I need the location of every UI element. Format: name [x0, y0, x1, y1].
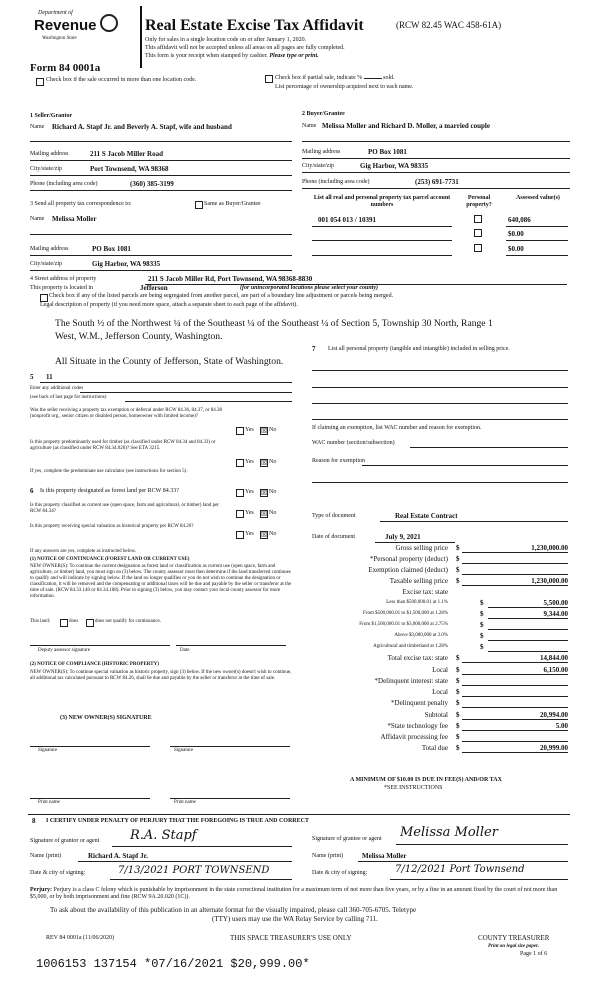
seller-section-label: 1 Seller/Grantor	[30, 113, 73, 119]
buyer-section-label: 2 Buyer/Grantee	[302, 111, 345, 117]
segregated-checkbox[interactable]	[40, 294, 48, 302]
personal-property-checkbox[interactable]	[474, 215, 482, 223]
same-as-buyer-checkbox[interactable]	[195, 201, 203, 209]
tc-city[interactable]: Gig Harbor, WA 98335	[92, 260, 161, 268]
tax-line-label: Exemption claimed (deduct)	[368, 566, 448, 574]
s6-question3: Is this property receiving special valuation as historical property per RCW 84.26?	[30, 524, 194, 529]
parcel-col-header: List all real and personal property tax parcel account numbers	[313, 195, 451, 208]
s6-q2-no-checkbox[interactable]: ☒	[261, 510, 268, 518]
tax-line-underline	[462, 696, 568, 697]
tax-line-label: *State technology fee	[387, 722, 448, 730]
tc-mailing[interactable]: PO Box 1081	[92, 245, 131, 253]
divider	[312, 240, 452, 241]
legal-description-line2[interactable]: West, W.M., Jefferson County, Washington.	[55, 331, 223, 342]
buyer-name[interactable]: Melissa Moller and Richard D. Moller, a married couple	[322, 122, 490, 130]
tax-line-currency: $	[456, 544, 460, 552]
seller-phone[interactable]: (360) 385-3199	[130, 180, 174, 188]
legal-description-line1[interactable]: The South ½ of the Northwest ¼ of the Southeast ¼ of the Southeast ¼ of Section 5, Township 30 North, Range 1	[55, 318, 493, 329]
divider	[312, 387, 568, 388]
form-number: Form 84 0001a	[30, 62, 101, 74]
seller-name[interactable]: Richard A. Stapf Jr. and Beverly A. Stapf, wife and husband	[52, 123, 232, 131]
assessed-value[interactable]: $0.00	[508, 230, 524, 238]
tax-line-value[interactable]: 1,230,000.00	[531, 577, 568, 585]
tax-line-underline	[462, 741, 568, 742]
page-number: Page 1 of 6	[520, 951, 548, 957]
divider	[30, 160, 292, 161]
divider	[302, 158, 570, 159]
header-note1: Only for sales in a single location code on or after January 1, 2020.	[145, 37, 307, 43]
personal-property-checkbox[interactable]	[474, 229, 482, 237]
divider	[125, 401, 292, 402]
tax-line-underline	[462, 574, 568, 575]
divider	[506, 240, 568, 241]
partial-sale-suffix: sold.	[383, 75, 395, 81]
s6-question2: Is this property classified as current use (open space, farm and agricultural, or timber) land per RCW 84.34?	[30, 503, 219, 514]
divider	[312, 482, 568, 483]
deputy-signature-line[interactable]	[30, 645, 170, 646]
s5-q2-no-checkbox[interactable]: ☒	[261, 459, 268, 467]
tax-line-underline	[462, 719, 568, 720]
divider	[358, 861, 568, 862]
legal-description-label: Legal description of property (if you need more space, attach a separate sheet to each page of the affidavit).	[40, 302, 298, 308]
s6-q2-yes-checkbox[interactable]	[236, 510, 244, 518]
legal-paper-note: Print on legal size paper.	[488, 944, 539, 949]
buyer-mailing[interactable]: PO Box 1081	[368, 148, 407, 156]
yes-label: Yes	[245, 459, 254, 465]
tax-line-underline	[462, 674, 568, 675]
new-owner-signature-heading: (3) NEW OWNER(S) SIGNATURE	[60, 715, 152, 721]
see-instructions: *SEE INSTRUCTIONS	[384, 785, 443, 791]
divider	[30, 255, 292, 256]
header-divider	[140, 6, 142, 68]
tax-line-underline	[488, 618, 568, 619]
yes-label: Yes	[245, 427, 254, 433]
tax-line-currency: $	[480, 610, 484, 618]
tax-line-currency: $	[456, 577, 460, 585]
partial-sale-percent-field[interactable]	[364, 78, 382, 79]
no-label: No	[269, 531, 277, 537]
grantor-signature-label: Signature of grantor or agent	[30, 838, 100, 844]
tax-line-currency: $	[456, 677, 460, 685]
divider	[312, 255, 452, 256]
tax-line-currency: $	[456, 654, 460, 662]
parcel-number[interactable]: 001 054 013 / 10391	[318, 216, 376, 224]
buyer-mailing-label: Mailing address	[302, 149, 341, 155]
tax-line-label: *Delinquent penalty	[391, 699, 448, 707]
tax-line-underline	[462, 752, 568, 753]
tax-line-currency: $	[480, 632, 484, 640]
new-owner-signature-line[interactable]	[170, 746, 290, 747]
multi-location-label: Check box if the sale occurred in more than one location code.	[46, 77, 197, 83]
divider	[506, 226, 568, 227]
tax-line-currency: $	[456, 666, 460, 674]
alternate-format-line2: (TTY) users may use the WA Relay Service by calling 711.	[212, 915, 378, 923]
grantor-print-name[interactable]: Richard A. Stapf Jr.	[88, 852, 148, 860]
divider	[40, 382, 292, 383]
no-label: No	[269, 510, 277, 516]
tax-line-label: Total excise tax: state	[387, 654, 448, 662]
treasurer-use-only: THIS SPACE TREASURER'S USE ONLY	[230, 934, 352, 942]
tax-line-value[interactable]: 5.00	[555, 722, 568, 730]
section8-number: 8	[32, 817, 36, 825]
document-date[interactable]: July 9, 2021	[385, 533, 421, 541]
tax-line-underline	[462, 585, 568, 586]
document-type[interactable]: Real Estate Contract	[395, 512, 458, 520]
s6-question1: Is this property designated as forest land per RCW 84.33?	[40, 488, 179, 494]
dept-logo-text: Revenue	[34, 17, 97, 34]
tax-line-underline	[462, 685, 568, 686]
tax-line-value[interactable]: 1,230,000.00	[531, 544, 568, 552]
tax-line-label: *Personal property (deduct)	[369, 555, 448, 563]
divider	[112, 846, 292, 847]
section5-code[interactable]: 11	[46, 373, 53, 381]
wac-exemption-label: If claiming an exemption, list WAC number and reason for exemption.	[312, 425, 482, 431]
logo-swoosh-icon	[100, 14, 118, 32]
buyer-phone[interactable]: (253) 691-7731	[415, 178, 459, 186]
print-name-line[interactable]	[170, 798, 290, 799]
section7-number: 7	[312, 345, 316, 353]
tax-line-label: *Delinquent interest: state	[374, 677, 448, 685]
tax-line-currency: $	[456, 711, 460, 719]
divider	[506, 255, 568, 256]
personal-property-list-label: List all personal property (tangible and intangible) included in selling price.	[328, 346, 510, 352]
divider	[110, 879, 292, 880]
tax-line-currency: $	[480, 621, 484, 629]
wac-number-label: WAC number (section/subsection)	[312, 440, 395, 446]
grantor-name-label: Name (print)	[30, 853, 62, 859]
tax-line-currency: $	[456, 555, 460, 563]
unincorporated-note: (for unincorporated locations please select your county)	[240, 285, 378, 291]
notice2-body: NEW OWNER(S): To continue special valuation as historic property, sign (3) below. If the new owner(s) doesn't wish to continue, all additional tax calculated pursuant to RCW 84.26, shall be due and payable by the seller or transferor at the time of sale.	[30, 670, 292, 681]
document-type-label: Type of document	[312, 513, 356, 519]
partial-sale-checkbox[interactable]	[265, 75, 273, 83]
seller-city[interactable]: Port Townsend, WA 98368	[90, 165, 169, 173]
segregated-label: Check box if any of the listed parcels are being segregated from another parcel, are part of a boundary line adjustment or parcels being merged.	[49, 293, 394, 299]
deputy-date-line[interactable]	[176, 645, 286, 646]
divider	[30, 141, 292, 142]
no-label: No	[269, 427, 277, 433]
divider	[78, 861, 292, 862]
yes-label: Yes	[245, 489, 254, 495]
does-not-checkbox[interactable]	[86, 619, 94, 627]
does-label: does	[69, 619, 79, 624]
header-note3-emphasis: Please type or print.	[269, 53, 319, 59]
divider	[30, 270, 292, 271]
legal-description-line3[interactable]: All Situate in the County of Jefferson, State of Washington.	[55, 356, 284, 367]
notice1-title: (1) NOTICE OF CONTINUANCE (FOREST LAND OR CURRENT USE)	[30, 557, 190, 562]
tax-line-underline	[488, 629, 568, 630]
tax-line-underline	[462, 662, 568, 663]
signature-label: Signature	[38, 748, 58, 753]
wac-number-field[interactable]	[410, 447, 568, 448]
s6-q1-yes-checkbox[interactable]	[236, 489, 244, 497]
divider	[30, 234, 292, 235]
minimum-note: A MINIMUM OF $10.00 IS DUE IN FEE(S) AND/OR TAX	[350, 777, 502, 783]
tc-name[interactable]: Melissa Moller	[52, 215, 97, 223]
divider	[312, 419, 568, 420]
seller-phone-label: Phone (including area code)	[30, 181, 98, 187]
tax-line-label: Agricultural and timberland at 1.28%	[373, 644, 448, 649]
s5-question2: Is this property predominantly used for timber (as classified under RCW 84.34 and 84.33) or agriculture (as classified under RCW 84.34.020)? See ETA 3215.	[30, 440, 216, 451]
divider	[302, 188, 570, 189]
buyer-name-label: Name	[302, 123, 317, 129]
tax-line-label: Affidavit processing fee	[380, 733, 448, 741]
no-label: No	[269, 459, 277, 465]
signature-label: Signature	[174, 748, 194, 753]
tax-line-underline	[462, 730, 568, 731]
s5-q1-yes-checkbox[interactable]	[236, 427, 244, 435]
partial-sale-label: Check box if partial sale, indicate %	[275, 75, 363, 81]
s5-q2-yes-checkbox[interactable]	[236, 459, 244, 467]
header-note3: This form is your receipt when stamped by cashier.	[145, 53, 268, 59]
divider	[312, 370, 568, 371]
dor-logo	[30, 10, 135, 54]
tax-line-currency: $	[480, 643, 484, 651]
section6-number: 6	[30, 487, 34, 495]
seller-city-label: City/state/zip	[30, 166, 62, 172]
divider	[302, 141, 570, 142]
ownership-note: List percentage of ownership acquired next to each name.	[275, 84, 414, 90]
tax-line-currency: $	[456, 733, 460, 741]
s5-question2-note: If yes, complete the predominate use calculator (see instructions for section 5).	[30, 469, 188, 474]
s6-answers-note: If any answers are yes, complete as instructed below.	[30, 549, 137, 554]
grantor-date-city[interactable]: 7/13/2021 PORT TOWNSEND	[118, 865, 270, 876]
tax-line-label: Above $3,000,000 at 3.0%	[394, 633, 448, 638]
tax-line-currency: $	[456, 722, 460, 730]
grantor-signature[interactable]: R.A. Stapf	[130, 828, 197, 843]
personal-property-col-header: Personal property?	[466, 195, 492, 208]
assessed-value[interactable]: 640,086	[508, 216, 531, 224]
divider	[312, 403, 568, 404]
reason-label: Reason for exemption	[312, 458, 365, 464]
section5-number: 5	[30, 373, 34, 381]
tax-correspondence-label: 3 Send all property tax correspondence to:	[30, 201, 132, 207]
this-land-label: This land:	[30, 619, 51, 624]
certify-statement: I CERTIFY UNDER PENALTY OF PERJURY THAT THE FOREGOING IS TRUE AND CORRECT	[46, 818, 309, 824]
grantee-date-city[interactable]: 7/12/2021 Port Townsend	[395, 864, 525, 875]
tax-line-label: Excise tax: state	[402, 588, 448, 596]
street-address[interactable]: 211 S Jacob Miller Rd, Port Townsend, WA 98368-8830	[148, 275, 313, 283]
yes-label: Yes	[245, 531, 254, 537]
tc-city-label: City/state/zip	[30, 261, 62, 267]
grantee-date-city-label: Date & city of signing:	[312, 870, 368, 876]
tax-line-value[interactable]: 6,150.00	[543, 666, 568, 674]
seller-mailing-label: Mailing address	[30, 151, 69, 157]
divider	[30, 190, 292, 191]
street-address-label: 4 Street address of property	[30, 276, 97, 282]
tax-line-value[interactable]: 20,994.00	[540, 711, 568, 719]
tax-line-currency: $	[480, 599, 484, 607]
header-note2: This affidavit will not be accepted unless all areas on all pages are fully completed.	[145, 45, 345, 51]
tax-line-label: From $500,000.01 to $1,500,000 at 1.28%	[363, 611, 448, 616]
tc-mailing-label: Mailing address	[30, 246, 69, 252]
divider	[396, 844, 568, 845]
tax-line-label: Total due	[421, 744, 448, 752]
notice2-title: (2) NOTICE OF COMPLIANCE (HISTORIC PROPERTY)	[30, 662, 159, 667]
divider	[28, 814, 570, 815]
seller-mailing[interactable]: 211 S Jacob Miller Road	[90, 150, 163, 158]
assessed-value-col-header: Assessed value(s)	[516, 195, 560, 201]
form-title: Real Estate Excise Tax Affidavit	[145, 17, 364, 34]
same-as-buyer-label: Same as Buyer/Grantee	[204, 201, 261, 207]
revision-number: REV 84 0001a (11/06/2020)	[46, 935, 115, 941]
grantor-date-city-label: Date & city of signing:	[30, 870, 86, 876]
divider	[80, 392, 292, 393]
additional-codes-note: (see back of last page for instructions)	[30, 395, 107, 400]
alternate-format-line1: To ask about the availability of this publication in an alternate format for the visually impaired, please call 360-705-6705. Teletype	[50, 906, 417, 914]
tax-line-currency: $	[456, 688, 460, 696]
county-treasurer-label: COUNTY TREASURER	[478, 934, 550, 942]
tax-line-underline	[488, 651, 568, 652]
divider	[390, 879, 568, 880]
tax-line-label: Subtotal	[424, 711, 448, 719]
located-label: This property is located in	[30, 285, 93, 291]
grantee-print-name[interactable]: Melissa Moller	[362, 852, 407, 860]
tax-line-underline	[488, 640, 568, 641]
s5-question1: Was the seller receiving a property tax exemption or deferral under RCW 84.36, 84.37, or 84.38 (nonprofit org., senior citizen or disabled person, homeowner with limited income)?	[30, 408, 222, 419]
reason-field[interactable]	[362, 465, 568, 466]
tax-line-currency: $	[456, 699, 460, 707]
divider	[312, 226, 452, 227]
dept-line1: Department of	[38, 10, 73, 16]
additional-codes-label: Enter any additional codes	[30, 386, 84, 391]
divider	[30, 175, 292, 176]
no-label: No	[269, 489, 277, 495]
tax-line-label: Gross selling price	[395, 544, 448, 552]
tax-line-underline	[462, 563, 568, 564]
grantee-signature-label: Signature of grantee or agent	[312, 836, 382, 842]
deputy-date-label: Date	[180, 648, 190, 653]
tax-line-label: Taxable selling price	[389, 577, 448, 585]
tax-line-currency: $	[456, 744, 460, 752]
dept-line2: Washington State	[42, 36, 77, 41]
print-name-label: Print name	[174, 800, 196, 805]
tax-line-underline	[462, 707, 568, 708]
grantee-name-label: Name (print)	[312, 853, 344, 859]
multi-location-checkbox[interactable]	[36, 78, 44, 86]
yes-label: Yes	[245, 510, 254, 516]
notice1-body: NEW OWNER(S): To continue the current designation as forest land or classification as current use (open space, farm and agriculture, or timber) land, you must sign on (3) below. The county assessor must then determine if the land transferred continues to qualify and will indicate by signing below. If the land no longer qualifies or you do not wish to continue the designation or classification, it will be removed and the compensating or additional taxes will be due and payable by the seller or transferor at the time of sale. (RCW 84.33.140 or 84.34.108). Prior to signing (3) below, you may contact your local county assessor for more information.	[30, 564, 292, 599]
tax-line-value[interactable]: 20,999.00	[540, 744, 568, 752]
perjury-label: Perjury:	[30, 887, 52, 893]
tax-line-value[interactable]: 5,500.00	[543, 599, 568, 607]
print-name-label: Print name	[38, 800, 60, 805]
tax-line-underline	[488, 607, 568, 608]
s6-q1-no-checkbox[interactable]: ☒	[261, 489, 268, 497]
tax-line-value[interactable]: 14,844.00	[540, 654, 568, 662]
located-county[interactable]: Jefferson	[140, 284, 168, 292]
tax-line-value[interactable]: 9,344.00	[543, 610, 568, 618]
perjury-text: Perjury is a class C felony which is punishable by imprisonment in the state correctional institution for a maximum term of not more than five years, or by a fine in an amount fixed by the court of not more than $5,000, or by both imprisonment and fine (RCW 9A.20.020 (1C)).	[30, 887, 558, 900]
tax-line-label: Local	[432, 688, 448, 696]
grantee-signature[interactable]: Melissa Moller	[400, 825, 498, 840]
document-date-label: Date of document	[312, 534, 355, 540]
new-owner-signature-line[interactable]	[30, 746, 150, 747]
tax-line-underline	[462, 552, 568, 553]
assessed-value[interactable]: $0.00	[508, 245, 524, 253]
print-name-line[interactable]	[30, 798, 150, 799]
form-title-ref: (RCW 82.45 WAC 458-61A)	[396, 20, 502, 30]
tax-line-label: Less than $500,000.01 at 1.1%	[386, 600, 448, 605]
divider	[380, 521, 568, 522]
tax-line-label: Local	[432, 666, 448, 674]
deputy-signature-label: Deputy assessor signature	[38, 648, 90, 653]
divider	[375, 542, 455, 543]
s6-q3-no-checkbox[interactable]: ☒	[261, 531, 268, 539]
does-not-label: does not qualify for continuance.	[95, 619, 161, 624]
divider	[302, 172, 570, 173]
does-checkbox[interactable]	[60, 619, 68, 627]
s6-q3-yes-checkbox[interactable]	[236, 531, 244, 539]
buyer-city[interactable]: Gig Harbor, WA 98335	[360, 162, 429, 170]
s5-q1-no-checkbox[interactable]: ☒	[261, 427, 268, 435]
seller-name-label: Name	[30, 124, 45, 130]
tax-line-label: From $1,500,000.01 to $3,000,000 at 2.75%	[359, 622, 448, 627]
buyer-city-label: City/state/zip	[302, 163, 334, 169]
receipt-stamp: 1006153 137154 *07/16/2021 $20,999.00*	[36, 957, 310, 971]
buyer-phone-label: Phone (including area code)	[302, 179, 370, 185]
tc-name-label: Name	[30, 216, 45, 222]
tax-line-currency: $	[456, 566, 460, 574]
personal-property-checkbox[interactable]	[474, 244, 482, 252]
